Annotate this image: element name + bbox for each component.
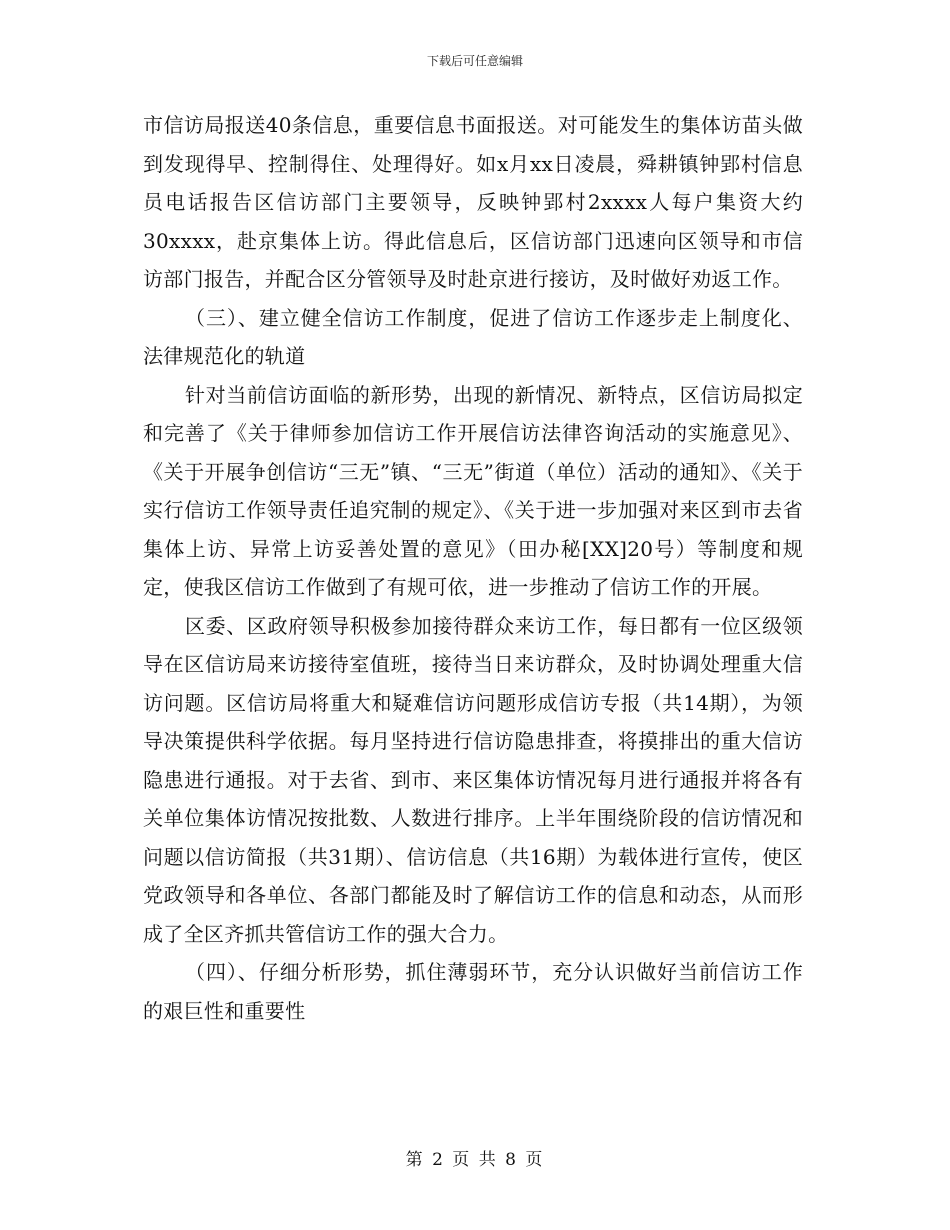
paragraph-leadership-reception: 区委、区政府领导积极参加接待群众来访工作，每日都有一位区级领导在区信访局来访接待室值班，接待当日来访群众，及时协调处理重大信访问题。区信访局将重大和疑难信访问题形成信访专报（共14期），为领导决策提供科学依据。每月坚持进行信访隐患排查，将摸排出的重大信访隐患进行通报。对于去省、到市、来区集体访情况每月进行通报并将各有关单位集体访情况按批数、人数进行排序。上半年围绕阶段的信访情况和问题以信访简报（共31期）、信访信息（共16期）为载体进行宣传，使区党政领导和各单位、各部门都能及时了解信访工作的信息和动态，从而形成了全区齐抓共管信访工作的强大合力。	[143, 613, 803, 946]
page-number-footer: 第 2 页 共 8 页	[405, 1150, 545, 1170]
page-header-note: 下载后可任意编辑	[426, 54, 523, 68]
section-heading-four: （四）、仔细分析形势，抓住薄弱环节，充分认识做好当前信访工作的艰巨性和重要性	[143, 960, 803, 1023]
document-body	[143, 106, 803, 1030]
paragraph-regulations: 针对当前信访面临的新形势，出现的新情况、新特点，区信访局拟定和完善了《关于律师参加信访工作开展信访法律咨询活动的实施意见》、《关于开展争创信访“三无”镇、“三无”街道（单位）活动的通知》、《关于实行信访工作领导责任追究制的规定》、《关于进一步加强对来区到市去省集体上访、异常上访妥善处置的意见》（田办秘[XX]20号）等制度和规定，使我区信访工作做到了有规可依，进一步推动了信访工作的开展。	[143, 382, 803, 599]
paragraph-info-report: 市信访局报送40条信息，重要信息书面报送。对可能发生的集体访苗头做到发现得早、控制得住、处理得好。如x月xx日凌晨，舜耕镇钟郢村信息员电话报告区信访部门主要领导，反映钟郢村2xxxx人每户集资大约30xxxx，赴京集体上访。得此信息后，区信访部门迅速向区领导和市信访部门报告，并配合区分管领导及时赴京进行接访，及时做好劝返工作。	[143, 113, 803, 291]
section-heading-three: （三）、建立健全信访工作制度，促进了信访工作逐步走上制度化、法律规范化的轨道	[143, 305, 803, 368]
